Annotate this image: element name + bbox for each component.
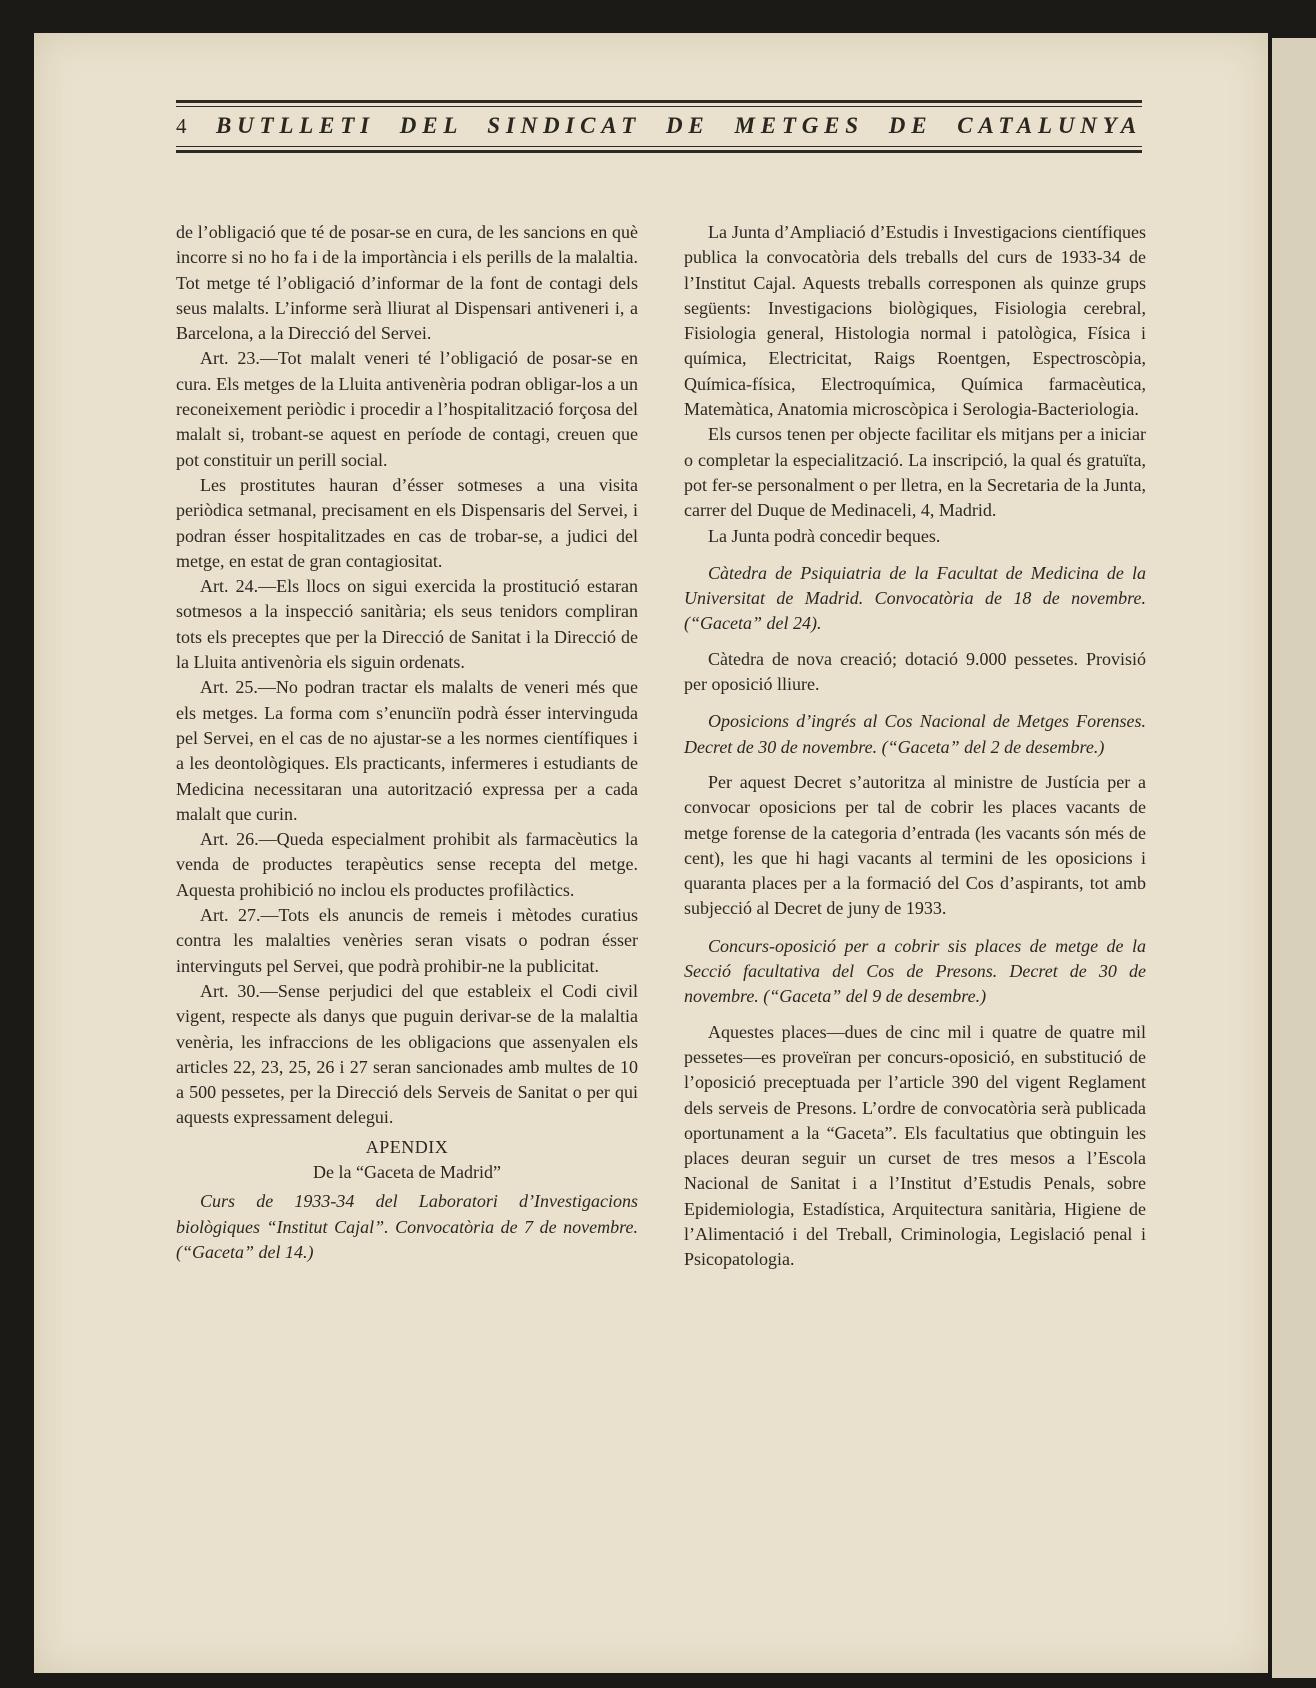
article-26: Art. 26.—Queda especialment prohibit als farmacèutics la venda de productes terapèutics sense recepta del metge. Aquesta prohibició no inclou els productes profilàctics.	[176, 829, 638, 900]
section-heading: Curs de 1933-34 del Laboratori d’Investigacions biològiques “Institut Cajal”. Convocatòria de 7 de novembre. (“Gaceta” del 14.)	[176, 1191, 638, 1262]
paragraph: de l’obligació que té de posar-se en cura, de les sancions en què incorre si no ho fa i de la importància i els perills de la malaltia. Tot metge té l’obligació d’informar de la font de contagi dels seus malalts. L’informe serà lliurat al Dispensari antiveneri i, a Barcelona, a la Direcció del Servei.	[176, 222, 638, 344]
paragraph: Càtedra de nova creació; dotació 9.000 pessetes. Provisió per oposició lliure.	[684, 648, 1146, 695]
article-30: Art. 30.—Sense perjudici del que estableix el Codi civil vigent, respecte als danys que puguin derivar-se de la malaltia venèria, les infraccions de les obligacions que assenyalen els articles 22, 23, 25, 26 i 27 seran sancionades amb multes de 10 a 500 pessetes, per la Direcció dels Serveis de Sanitat o per qui aquests expressament delegui.	[176, 980, 638, 1128]
appendix-heading: APENDIX	[365, 1136, 449, 1157]
header-rule-top-thin	[176, 106, 1142, 107]
header-rule-top	[176, 100, 1142, 103]
paragraph: Les prostitutes hauran d’ésser sotmeses a una visita periòdica setmanal, precisament en els Dispensaris del Servei, i podran ésser hospitalitzades en cas de trobar-se, a judici del metge, en estat de gran contagiositat.	[176, 474, 638, 571]
right-column	[684, 220, 1146, 1273]
article-25: Art. 25.—No podran tractar els malalts de veneri més que els metges. La forma com s’enunciïn podrà ésser intervinguda pel Servei, en el cas de no ajustar-se a les normes científiques i a les deontològiques. Els practicants, infermeres i estudiants de Medicina necessitaran una autorització expressa per a cada malalt que curin.	[176, 677, 638, 824]
next-page-edge	[1272, 38, 1316, 1678]
article-24: Art. 24.—Els llocs on sigui exercida la prostitució estaran sotmesos a la inspecció sanitària; els seus tenidors compliran tots els preceptes que per la Direcció de Sanitat i la Direcció de la Lluita antivenòria els siguin ordenats.	[176, 576, 638, 673]
paragraph: Aquestes places—dues de cinc mil i quatre de quatre mil pessetes—es proveïran per concurs-oposició, en substitució de l’oposició preceptuada per l’article 390 del vigent Reglament dels serveis de Presons. L’ordre de convocatòria serà publicada oportunament a la “Gaceta”. Els facultatius que obtinguin les places deuran seguir un curset de tres mesos a l’Escola Nacional de Sanitat i a l’Institut d’Estudis Penals, sobre Epidemiologia, Estadística, Arquitectura sanitària, Higiene de l’Alimentació i del Treball, Criminologia, Legislació penal i Psicopatologia.	[684, 1021, 1146, 1270]
page-number: 4	[176, 113, 187, 138]
section-heading: Oposicions d’ingrés al Cos Nacional de Metges Forenses. Decret de 30 de novembre. (“Gaceta” del 2 de desembre.)	[684, 711, 1146, 757]
left-column	[176, 220, 638, 1275]
appendix-subheading: De la “Gaceta de Madrid”	[313, 1161, 501, 1182]
section-heading: Concurs-oposició per a cobrir sis places de metge de la Secció facultativa del Cos de Presons. Decret de 30 de novembre. (“Gaceta” del 9 de desembre.)	[684, 935, 1146, 1007]
article-27: Art. 27.—Tots els anuncis de remeis i mètodes curatius contra les malalties venèries seran visats o podran ésser intervinguts pel Servei, que podrà prohibir-ne la publicitat.	[176, 905, 638, 976]
header-rule-bottom	[176, 150, 1142, 153]
section-heading: Càtedra de Psiquiatria de la Facultat de Medicina de la Universitat de Madrid. Convocatòria de 18 de novembre. (“Gaceta” del 24).	[684, 562, 1146, 634]
paragraph: Per aquest Decret s’autoritza al ministre de Justícia per a convocar oposicions per tal de cobrir les places vacants de metge forense de la categoria d’entrada (les vacants són més de cent), les que hi hagi vacants al termini de les oposicions i quaranta places per a la formació del Cos d’aspirants, tot amb subjecció al Decret de juny de 1933.	[684, 771, 1146, 919]
paragraph: Els cursos tenen per objecte facilitar els mitjans per a iniciar o completar la especialització. La inscripció, la qual és gratuïta, pot fer-se personalment o per lletra, en la Secretaria de la Junta, carrer del Duque de Medinaceli, 4, Madrid.	[684, 424, 1146, 521]
running-title: BUTLLETI DEL SINDICAT DE METGES DE CATALUNYA	[216, 113, 1142, 138]
running-header	[176, 100, 1142, 156]
header-rule-bottom-thin	[176, 146, 1142, 147]
paragraph: La Junta podrà concedir beques.	[708, 525, 941, 546]
article-23: Art. 23.—Tot malalt veneri té l’obligació de posar-se en cura. Els metges de la Lluita antivenèria podran obligar-los a un reconeixement periòdic i procedir a l’hospitalització forçosa del malalt si, trobant-se aquest en període de contagi, creuen que pot constituir un perill social.	[176, 348, 638, 470]
paragraph: La Junta d’Ampliació d’Estudis i Investigacions científiques publica la convocatòria dels treballs del curs de 1933-34 de l’Institut Cajal. Aquests treballs corresponen als quinze grups següents: Investigacions biològiques, Fisiologia cerebral, Fisiologia general, Histologia normal i patològica, Física i química, Electricitat, Raigs Roentgen, Espectroscòpia, Química-física, Electroquímica, Química farmacèutica, Matemàtica, Anatomia microscòpica i Serologia-Bacteriologia.	[684, 222, 1146, 420]
